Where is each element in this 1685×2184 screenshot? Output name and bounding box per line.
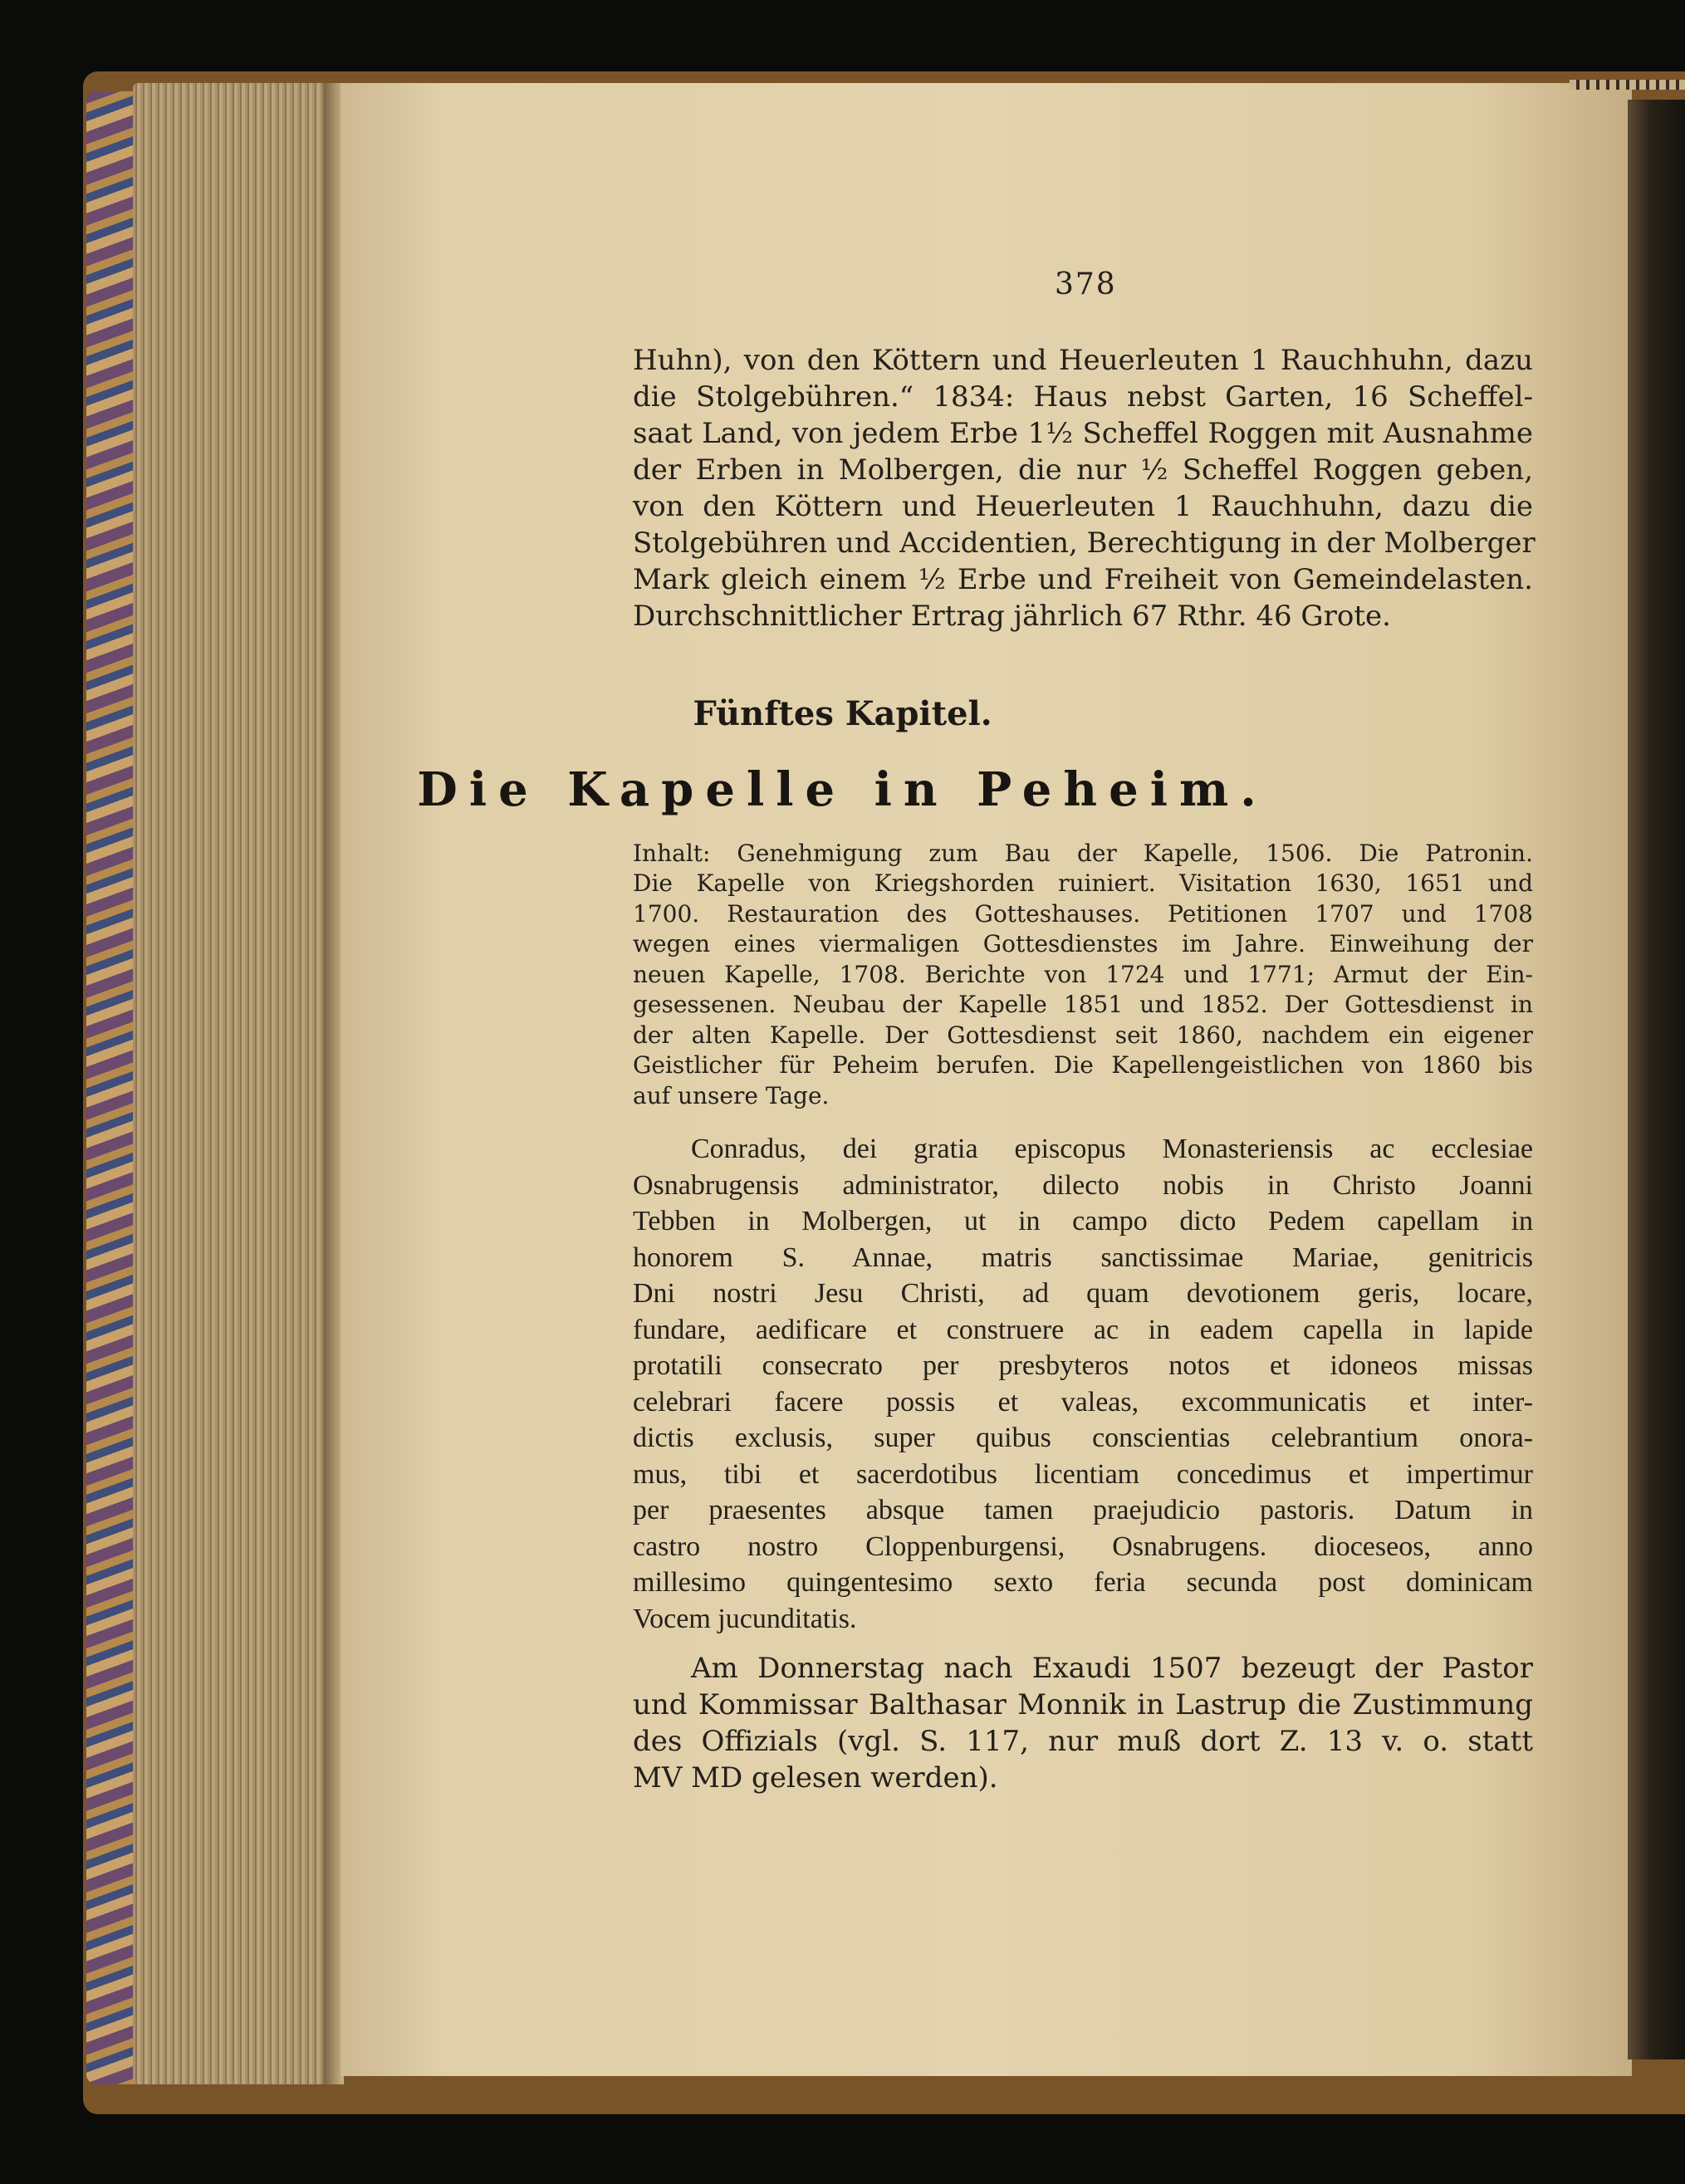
- latin-line: Tebben in Molbergen, ut in campo dicto Pedem capellam in: [633, 1206, 1533, 1236]
- latin-line: protatili consecrato per presbyteros notos et idoneos missas: [633, 1350, 1533, 1381]
- latin-line: Dni nostri Jesu Christi, ad quam devotionem geris, locare,: [633, 1278, 1533, 1309]
- latin-line: honorem S. Annae, matris sanctissimae Mariae, genitricis: [633, 1242, 1533, 1273]
- text-line: Mark gleich einem ½ Erbe und Freiheit von Gemeindelasten.: [633, 563, 1533, 596]
- latin-line: fundare, aedificare et construere ac in eadem capella in lapide: [633, 1315, 1533, 1345]
- latin-line: castro nostro Cloppenburgensi, Osnabrugens. dioceseos, anno: [633, 1531, 1533, 1562]
- contents-line: der alten Kapelle. Der Gottesdienst seit 1860, nachdem ein eigener: [633, 1021, 1533, 1049]
- text-line: die Stolgebühren.“ 1834: Haus nebst Garten, 16 Scheffel-: [633, 380, 1533, 414]
- latin-line: mus, tibi et sacerdotibus licentiam concedimus et impertimur: [633, 1459, 1533, 1490]
- contents-line: Die Kapelle von Kriegshorden ruiniert. Visitation 1630, 1651 und: [633, 869, 1533, 897]
- text-line: Durchschnittlicher Ertrag jährlich 67 Rthr. 46 Grote.: [633, 600, 1391, 633]
- contents-line: gesessenen. Neubau der Kapelle 1851 und 1852. Der Gottesdienst in: [633, 991, 1533, 1018]
- latin-line: celebrari facere possis et valeas, excommunicatis et inter-: [633, 1387, 1533, 1418]
- contents-line: neuen Kapelle, 1708. Berichte von 1724 und 1771; Armut der Ein-: [633, 961, 1533, 988]
- contents-line: Inhalt: Genehmigung zum Bau der Kapelle, 1506. Die Patronin.: [633, 840, 1533, 867]
- latin-line: Vocem jucunditatis.: [633, 1604, 857, 1634]
- page-stack-edge: [133, 83, 332, 2084]
- text-line: Am Donnerstag nach Exaudi 1507 bezeugt der Pastor: [691, 1652, 1533, 1685]
- text-line: der Erben in Molbergen, die nur ½ Scheffel Roggen geben,: [633, 453, 1533, 487]
- text-line: Stolgebühren und Accidentien, Berechtigung in der Molberger: [633, 526, 1536, 560]
- text-line: und Kommissar Balthasar Monnik in Lastrup die Zustimmung: [633, 1688, 1533, 1721]
- text-line: des Offizials (vgl. S. 117, nur muß dort Z. 13 v. o. statt: [633, 1725, 1533, 1758]
- latin-line: Osnabrugensis administrator, dilecto nobis in Christo Joanni: [633, 1170, 1533, 1201]
- chapter-label: Fünftes Kapitel.: [693, 694, 992, 733]
- latin-line: dictis exclusis, super quibus conscientias celebrantium onora-: [633, 1423, 1533, 1453]
- text-line: Huhn), von den Köttern und Heuerleuten 1 Rauchhuhn, dazu: [633, 344, 1533, 377]
- latin-line: Conradus, dei gratia episcopus Monasteriensis ac ecclesiae: [691, 1134, 1533, 1164]
- chapter-title: Die Kapelle in Peheim.: [417, 762, 1268, 817]
- marbled-edge: [86, 91, 136, 2084]
- right-book-edge: [1628, 100, 1685, 2059]
- latin-line: millesimo quingentesimo sexto feria secunda post dominicam: [633, 1567, 1533, 1598]
- contents-line: auf unsere Tage.: [633, 1082, 830, 1109]
- text-line: saat Land, von jedem Erbe 1½ Scheffel Roggen mit Ausnahme: [633, 417, 1533, 450]
- contents-line: wegen eines viermaligen Gottesdienstes im Jahre. Einweihung der: [633, 930, 1533, 957]
- contents-line: 1700. Restauration des Gotteshauses. Petitionen 1707 und 1708: [633, 900, 1533, 928]
- latin-line: per praesentes absque tamen praejudicio pastoris. Datum in: [633, 1495, 1533, 1525]
- text-line: MV MD gelesen werden).: [633, 1761, 998, 1795]
- page-edge-strip: [1570, 80, 1685, 90]
- contents-line: Geistlicher für Peheim berufen. Die Kapellengeistlichen von 1860 bis: [633, 1051, 1533, 1079]
- page-number: 378: [1055, 267, 1117, 301]
- text-line: von den Köttern und Heuerleuten 1 Rauchhuhn, dazu die: [633, 490, 1533, 523]
